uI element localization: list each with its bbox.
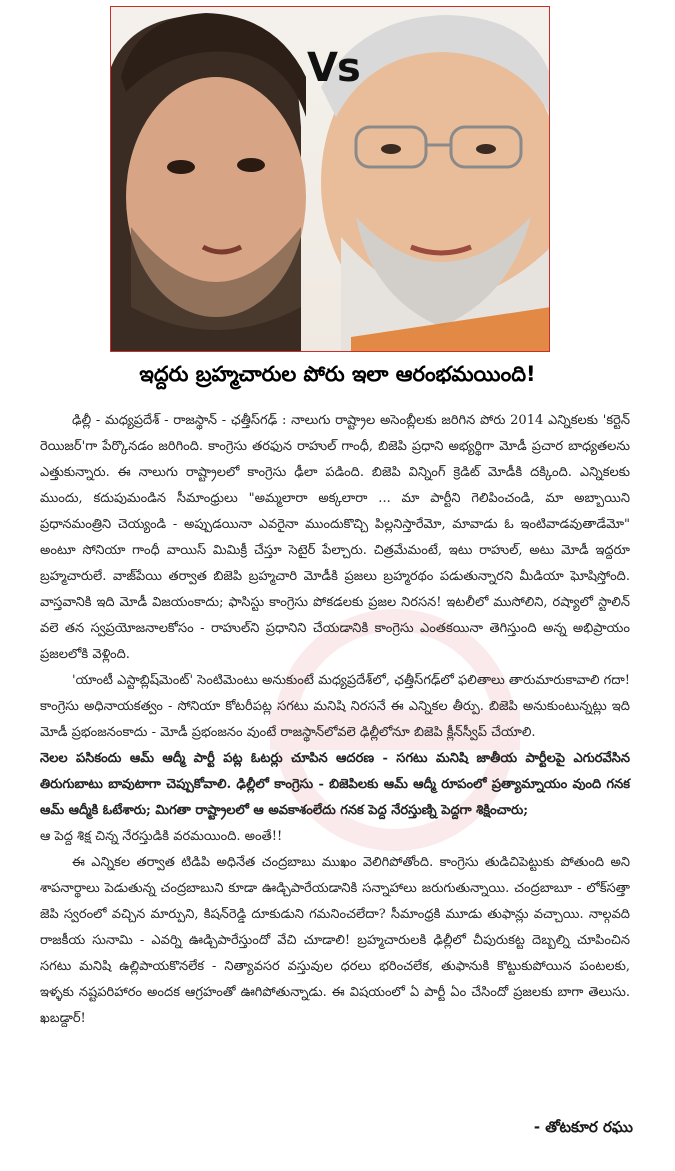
author-signature: - తోటకూర రఘు <box>533 1118 633 1136</box>
paragraph-bold: నెలల పసికందు ఆమ్ ఆద్మీ పార్టీ పట్ల ఓటర్లు చూపిన ఆదరణ - సగటు మనిషి జాతీయ పార్టీలపై ఎగురవేసిన తిరుగుబాటు బావుటాగా చెప్పుకోవాలి. ఢిల్లీలో కాంగ్రెసు - బిజెపిలకు ఆమ్ ఆద్మీ రూపంలో ప్రత్యామ్నాయం వుంది గనక ఆమ్ ఆద్మీకి ఓటేశారు; మిగతా రాష్ట్రాలలో ఆ అవకాశంలేదు గనక పెద్ద నేరస్తుణ్ని పెద్దగా శిక్షించారు; <box>40 751 630 818</box>
paragraph: 'యాంటీ ఎస్టాబ్లిష్‌మెంట్' సెంటిమెంటు అనుకుంటే మధ్యప్రదేశ్‌లో, ఛత్తీస్‌గఢ్‌లో ఫలితాలు తారుమారుకావాలి గదా! కాంగ్రెసు అధినాయకత్వం - సోనియా కోటరీపట్ల సగటు మనిషి నిరసనే ఈ ఎన్నికల తీర్పు. బిజెపి అనుకుంటున్నట్లు ఇది మోడీ ప్రభంజనంకాదు - మోడీ ప్రభంజనం వుంటే రాజస్థాన్‌లోవలె ఢిల్లీలోనూ బిజెపి క్లీన్‌స్వీప్ చేయాలి. <box>40 673 630 740</box>
paragraph: ఢిల్లీ - మధ్యప్రదేశ్ - రాజస్థాన్ - ఛత్తీస్‌గఢ్ : నాలుగు రాష్ట్రాల అసెంబ్లీలకు జరిగిన పోరు 2014 ఎన్నికలకు 'కర్టెన్ రెయిజర్'గా పేర్కొనడం జరిగింది. కాంగ్రెసు తరఫున రాహుల్ గాంధీ, బిజెపి ప్రధాని అభ్యర్థిగా మోడీ ప్రచార బాధ్యతలను ఎత్తుకున్నారు. ఈ నాలుగు రాష్ట్రాలలో కాంగ్రెసు ఢీలా పడింది. బిజెపి విన్నింగ్ క్రెడిట్ మోడీకి దక్కింది. ఎన్నికలకు ముందు, కదుపుమండిన సీమాంధ్రులు "అమ్మలారా అక్కలారా ... మా పార్టీని గెలిపించండి, మా అబ్బాయిని ప్రధానమంత్రిని చెయ్యండి - అప్పుడయినా ఎవరైనా ముందుకొచ్చి పిల్లనిస్తారేమో, మావాడు ఓ ఇంటివాడవుతాడేమో" అంటూ సోనియా గాంధీ వాయిస్ మిమిక్రీ చేస్తూ సెటైర్ పేల్చారు. చిత్రమేమంటే, ఇటు రాహుల్, అటు మోడీ ఇద్దరూ బ్రహ్మచారులే. వాజ్‌పేయి తర్వాత బిజెపి బ్రహ్మచారి మోడీకి ప్రజలు బ్రహ్మరథం పడుతున్నారని మీడియా ఘోషిస్తోంది. వాస్తవానికి ఇది మోడీ విజయంకాదు; ఫాసిస్టు కాంగ్రెసు పోకడలకు ప్రజల నిరసన! ఇటలీలో ముసోలిని, రష్యాలో స్టాలిన్ వలె తన స్వప్రయోజనాలకోసం - రాహుల్‌ని ప్రధానిని చేయడానికి కాంగ్రెసు ఎంతకయినా తెగిస్తుంది అన్న అభిప్రాయం ప్రజలలోకి వెళ్లింది. <box>40 413 630 662</box>
paragraph: ఆ పెద్ద శిక్ష చిన్న నేరస్తుడికి వరమయింది. అంతే!! <box>40 829 283 844</box>
headline: ఇద్దరు బ్రహ్మచారుల పోరు ఇలా ఆరంభమయింది! <box>139 362 536 386</box>
article-body <box>40 408 630 1032</box>
article-photo <box>110 6 550 352</box>
vs-label: Vs <box>307 45 360 91</box>
paragraph: ఈ ఎన్నికల తర్వాత టిడిపి అధినేత చంద్రబాబు ముఖం వెలిగిపోతోంది. కాంగ్రెసు తుడిచిపెట్టుకు పోతుంది అని శాపనార్థాలు పెడుతున్న చంద్రబాబుని కూడా ఊడ్చిపారేయడానికి సన్నాహాలు జరుగుతున్నాయి. చంద్రబాబూ - లోక్‌సత్తా జెపి స్వరంలో వచ్చిన మార్పుని, కిషన్‌రెడ్డి దూకుడుని గమనించలేదా? సీమాంధ్రకి మూడు తుఫాన్లు వచ్చాయి. నాల్గవది రాజకీయ సునామి - ఎవర్ని ఊడ్చిపారేస్తుందో వేచి చూడాలి! బ్రహ్మచారులకి ఢిల్లీలో చీపురుకట్ట దెబ్బల్ని చూపించిన సగటు మనిషి ఉల్లిపాయకొనలేక - నిత్యావసర వస్తువుల ధరలు భరించలేక, తుఫానుకి కొట్టుకుపోయిన పంటలకు, ఇళ్ళకు నష్టపరిహారం అందక ఆగ్రహంతో ఊగిపోతున్నాడు. ఈ విషయంలో ఏ పార్టీ ఏం చేసిందో ప్రజలకు బాగా తెలుసు. ఖబడ్దార్! <box>40 855 630 1026</box>
